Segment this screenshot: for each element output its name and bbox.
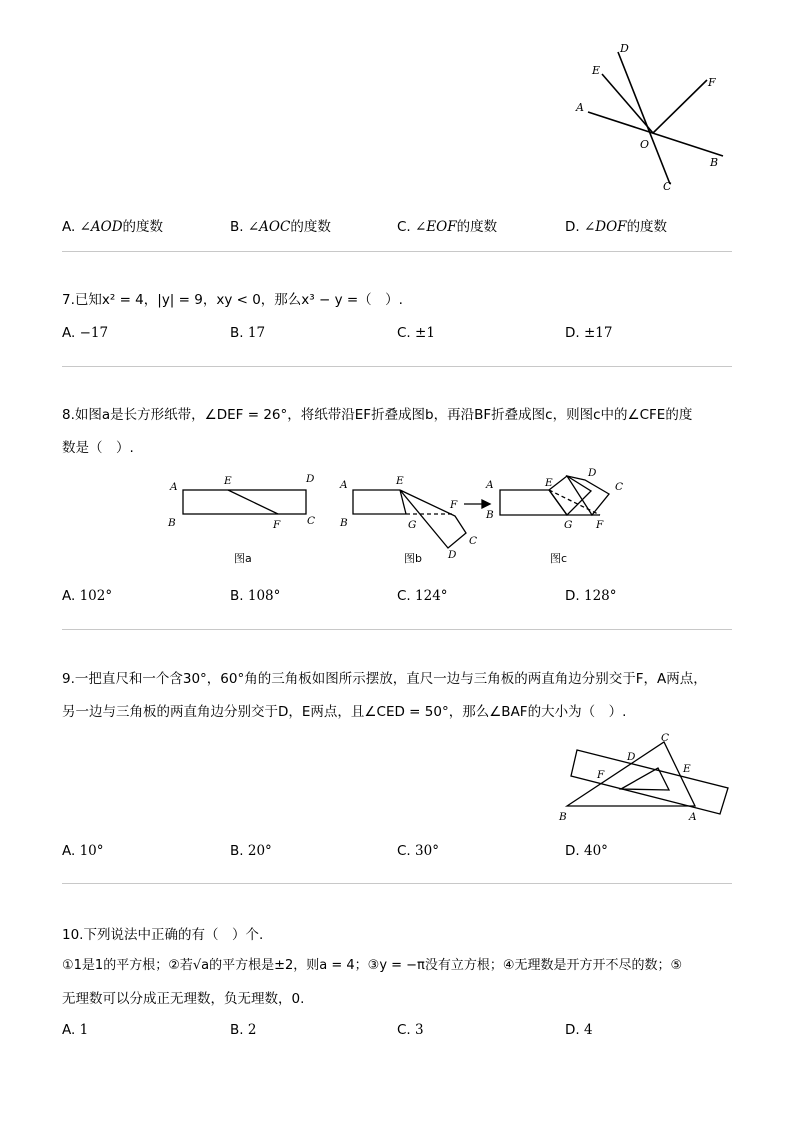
svg-text:C: C <box>615 481 624 493</box>
fold-line-ef <box>228 490 278 514</box>
option-value: −17 <box>79 325 109 341</box>
label-E: E <box>592 64 601 77</box>
svg-text:E: E <box>545 477 553 489</box>
svg-text:D: D <box>588 467 597 479</box>
option-value: 10° <box>79 843 104 859</box>
svg-text:C: C <box>469 535 478 547</box>
figure-caption-c: 图c <box>550 552 568 565</box>
q10-option-b[interactable] <box>230 1022 256 1038</box>
option-value: 3 <box>415 1022 424 1038</box>
q9-option-d[interactable] <box>565 843 608 859</box>
q6-option-c[interactable] <box>397 215 497 235</box>
strip-a <box>183 490 306 514</box>
option-letter: C. <box>397 1022 411 1038</box>
svg-text:E: E <box>396 475 404 487</box>
svg-text:A: A <box>170 481 178 493</box>
svg-text:F: F <box>273 519 281 531</box>
q7-option-d[interactable] <box>565 325 612 341</box>
label-O: O <box>640 138 650 151</box>
svg-text:B: B <box>340 517 348 529</box>
svg-text:D: D <box>448 549 457 561</box>
option-letter: A. <box>62 843 76 859</box>
svg-text:E: E <box>224 475 232 487</box>
svg-text:G: G <box>408 519 417 531</box>
divider <box>62 366 732 367</box>
svg-text:A: A <box>340 479 348 491</box>
q9-option-c[interactable] <box>397 843 439 859</box>
svg-text:B: B <box>559 811 567 823</box>
svg-text:C: C <box>661 732 670 744</box>
svg-text:A: A <box>486 479 494 491</box>
q10-option-c[interactable] <box>397 1022 424 1038</box>
q10-statements-line1: ①1是1的平方根；②若√a的平方根是±2，则a = 4；③y = −π没有立方根；④无理数是开方开不尽的数；⑤ <box>62 958 683 973</box>
q8-option-c[interactable] <box>397 588 448 604</box>
svg-text:F: F <box>450 499 458 511</box>
hidden-edge-c <box>549 490 600 515</box>
svg-text:G: G <box>564 519 573 531</box>
option-value: 40° <box>583 843 608 859</box>
svg-text:A: A <box>689 811 697 823</box>
q6-option-a[interactable] <box>62 215 163 235</box>
svg-text:F: F <box>596 519 604 531</box>
option-value: 1 <box>79 1022 89 1038</box>
option-value: 4 <box>583 1022 593 1038</box>
label-D: D <box>620 42 629 55</box>
strip-c-left <box>500 490 600 515</box>
option-value: ±17 <box>583 325 613 341</box>
q8-stem-line1: 8.如图a是长方形纸带，∠DEF = 26°，将纸带沿EF折叠成图b，再沿BF折叠成图c，则图c中的∠CFE的度 <box>62 407 693 423</box>
option-suffix: 的度数 <box>626 219 668 235</box>
option-angle: ∠DOF <box>583 219 627 235</box>
svg-text:F: F <box>597 769 605 781</box>
option-value: ±1 <box>415 325 435 341</box>
line-dc <box>618 52 670 184</box>
option-suffix: 的度数 <box>456 219 498 235</box>
option-value: 108° <box>247 588 281 604</box>
option-value: 102° <box>79 588 113 604</box>
q8-stem-line2: 数是（ ）. <box>62 440 134 456</box>
option-letter: A. <box>62 219 76 235</box>
option-letter: D. <box>565 588 580 604</box>
q9-ruler-triangle-figure <box>555 732 735 824</box>
label-C: C <box>663 180 672 193</box>
option-value: 17 <box>247 325 266 341</box>
q10-statements-line2: 无理数可以分成正无理数，负无理数，0. <box>62 991 305 1007</box>
ruler <box>571 750 728 814</box>
option-angle: ∠AOC <box>247 219 291 235</box>
option-value: 20° <box>247 843 272 859</box>
q8-option-d[interactable] <box>565 588 617 604</box>
option-angle: ∠EOF <box>415 219 457 235</box>
q9-stem-line2: 另一边与三角板的两直角边分别交于D，E两点，且∠CED = 50°，那么∠BAF的大小为（ ）. <box>62 704 627 720</box>
q8-option-a[interactable] <box>62 588 112 604</box>
divider <box>62 883 732 884</box>
option-letter: C. <box>397 325 411 341</box>
option-letter: B. <box>230 588 244 604</box>
option-value: 30° <box>415 843 439 859</box>
option-value: 128° <box>583 588 617 604</box>
q8-option-b[interactable] <box>230 588 280 604</box>
option-letter: A. <box>62 588 76 604</box>
option-suffix: 的度数 <box>122 219 164 235</box>
svg-text:B: B <box>168 517 176 529</box>
option-letter: B. <box>230 843 244 859</box>
option-value: 2 <box>247 1022 257 1038</box>
strip-b-left <box>353 490 406 514</box>
divider <box>62 251 732 252</box>
q6-angle-figure <box>570 38 740 198</box>
q7-option-c[interactable] <box>397 325 435 341</box>
option-letter: C. <box>397 219 411 235</box>
option-angle: ∠AOD <box>79 219 123 235</box>
label-A: A <box>576 101 584 114</box>
q6-option-d[interactable] <box>565 215 667 235</box>
option-letter: C. <box>397 843 411 859</box>
svg-text:D: D <box>306 473 315 485</box>
option-letter: B. <box>230 325 244 341</box>
option-letter: A. <box>62 325 76 341</box>
q9-option-b[interactable] <box>230 843 272 859</box>
line-ab <box>588 112 723 156</box>
option-letter: D. <box>565 219 580 235</box>
svg-text:C: C <box>307 515 316 527</box>
q8-folding-figure <box>160 466 640 570</box>
q9-stem-line1: 9.一把直尺和一个含30°，60°角的三角板如图所示摆放，直尺一边与三角板的两直角边分别交于F，A两点， <box>62 671 707 687</box>
q7-option-b[interactable] <box>230 325 265 341</box>
option-letter: D. <box>565 1022 580 1038</box>
q7-stem: 7.已知x² = 4，|y| = 9，xy < 0，那么x³ − y =（ ）. <box>62 292 403 308</box>
figure-caption-a: 图a <box>234 552 252 565</box>
arrow-head <box>482 500 490 508</box>
q6-option-b[interactable] <box>230 215 331 235</box>
option-letter: C. <box>397 588 411 604</box>
label-B: B <box>710 156 719 169</box>
line-of <box>653 80 707 133</box>
label-F: F <box>708 76 716 89</box>
option-letter: A. <box>62 1022 76 1038</box>
option-letter: D. <box>565 843 580 859</box>
option-letter: B. <box>230 1022 244 1038</box>
svg-text:E: E <box>683 763 691 775</box>
option-letter: D. <box>565 325 580 341</box>
q10-option-a[interactable] <box>62 1022 88 1038</box>
svg-text:B: B <box>486 509 494 521</box>
q7-option-a[interactable] <box>62 325 108 341</box>
q10-option-d[interactable] <box>565 1022 593 1038</box>
q9-option-a[interactable] <box>62 843 104 859</box>
divider <box>62 629 732 630</box>
option-value: 124° <box>415 588 448 604</box>
figure-caption-b: 图b <box>404 552 422 565</box>
svg-text:D: D <box>627 751 636 763</box>
option-letter: B. <box>230 219 244 235</box>
option-suffix: 的度数 <box>290 219 331 235</box>
q10-stem: 10.下列说法中正确的有（ ）个. <box>62 927 264 943</box>
